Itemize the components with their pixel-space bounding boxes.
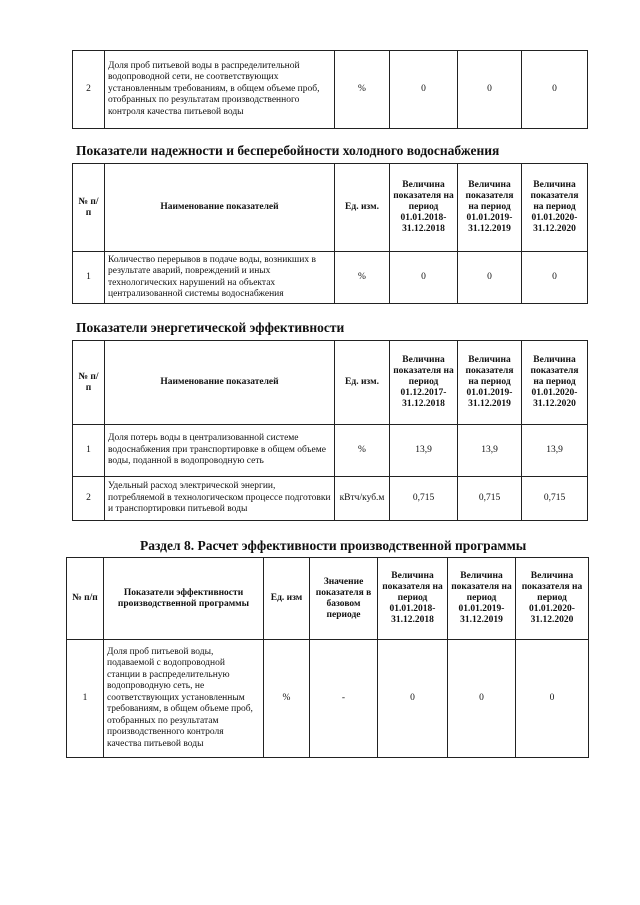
table-row xyxy=(73,425,588,477)
value-2019: 0,715 xyxy=(458,477,522,521)
unit: % xyxy=(264,640,310,758)
heading-section-8: Раздел 8. Расчет эффективности производственной программы xyxy=(140,538,527,553)
indicator-name: Количество перерывов в подаче воды, возникших в результате аварий, повреждений и иных технологических нарушений на объектах централизованной системы водоснабжения xyxy=(105,252,335,304)
row-number: 1 xyxy=(73,425,105,477)
header-num: № п/п xyxy=(73,164,105,252)
table-energy xyxy=(72,340,588,521)
header-period-2020: Величина показателя на период 01.01.2020-31.12.2020 xyxy=(522,341,588,425)
row-number: 1 xyxy=(67,640,104,758)
header-period-2018: Величина показателя на период 01.01.2018-31.12.2018 xyxy=(378,558,448,640)
unit: кВтч/куб.м xyxy=(335,477,390,521)
row-number: 2 xyxy=(73,477,105,521)
table-row xyxy=(67,640,589,758)
value-2018: 0 xyxy=(378,640,448,758)
header-period-2019: Величина показателя на период 01.01.2019-31.12.2019 xyxy=(458,341,522,425)
indicator-name: Доля проб питьевой воды в распределительной водопроводной сети, не соответствующих установленным требованиям, в общем объеме проб, отобранных по результатам производственного контроля качества питьевой воды xyxy=(105,51,335,129)
base-value: - xyxy=(310,640,378,758)
value-2018: 0 xyxy=(390,51,458,129)
value-2019: 13,9 xyxy=(458,425,522,477)
header-period-2019: Величина показателя на период 01.01.2019-31.12.2019 xyxy=(448,558,516,640)
row-number: 1 xyxy=(73,252,105,304)
value-2020: 0 xyxy=(522,252,588,304)
header-num: № п/п xyxy=(73,341,105,425)
value-2020: 13,9 xyxy=(522,425,588,477)
header-base-value: Значение показателя в базовом периоде xyxy=(310,558,378,640)
table-header-row xyxy=(67,558,589,640)
value-2018: 13,9 xyxy=(390,425,458,477)
unit: % xyxy=(335,51,390,129)
table-top-continuation xyxy=(72,50,588,129)
table-row xyxy=(73,477,588,521)
header-name: Показатели эффективности производственной программы xyxy=(104,558,264,640)
value-2019: 0 xyxy=(448,640,516,758)
indicator-name: Доля потерь воды в централизованной системе водоснабжения при транспортировке в общем объеме воды, поданной в водопроводную сеть xyxy=(105,425,335,477)
unit: % xyxy=(335,252,390,304)
indicator-name: Доля проб питьевой воды, подаваемой с водопроводной станции в распределительную водопроводную сеть, не соответствующих установленным требованиям, в общем объеме проб, отобранных по результатам производственного контроля качества питьевой воды xyxy=(104,640,264,758)
header-name: Наименование показателей xyxy=(105,164,335,252)
value-2020: 0 xyxy=(522,51,588,129)
row-number: 2 xyxy=(73,51,105,129)
table-reliability xyxy=(72,163,588,304)
value-2020: 0 xyxy=(516,640,589,758)
header-period-2020: Величина показателя на период 01.01.2020-31.12.2020 xyxy=(522,164,588,252)
header-period-2019: Величина показателя на период 01.01.2019-31.12.2019 xyxy=(458,164,522,252)
header-name: Наименование показателей xyxy=(105,341,335,425)
table-section-8 xyxy=(66,557,589,758)
value-2019: 0 xyxy=(458,51,522,129)
header-period-2020: Величина показателя на период 01.01.2020-31.12.2020 xyxy=(516,558,589,640)
table-header-row xyxy=(73,164,588,252)
header-unit: Ед. изм. xyxy=(335,164,390,252)
header-num: № п/п xyxy=(67,558,104,640)
value-2018: 0 xyxy=(390,252,458,304)
table-row xyxy=(73,252,588,304)
heading-reliability: Показатели надежности и бесперебойности холодного водоснабжения xyxy=(76,143,500,158)
table-row xyxy=(73,51,588,129)
table-header-row xyxy=(73,341,588,425)
value-2019: 0 xyxy=(458,252,522,304)
value-2018: 0,715 xyxy=(390,477,458,521)
value-2020: 0,715 xyxy=(522,477,588,521)
indicator-name: Удельный расход электрической энергии, потребляемой в технологическом процессе подготовки и транспортировки питьевой воды xyxy=(105,477,335,521)
header-period-2018: Величина показателя на период 01.12.2017-31.12.2018 xyxy=(390,341,458,425)
header-unit: Ед. изм. xyxy=(335,341,390,425)
unit: % xyxy=(335,425,390,477)
header-period-2018: Величина показателя на период 01.01.2018-31.12.2018 xyxy=(390,164,458,252)
heading-energy: Показатели энергетической эффективности xyxy=(76,320,345,335)
header-unit: Ед. изм xyxy=(264,558,310,640)
